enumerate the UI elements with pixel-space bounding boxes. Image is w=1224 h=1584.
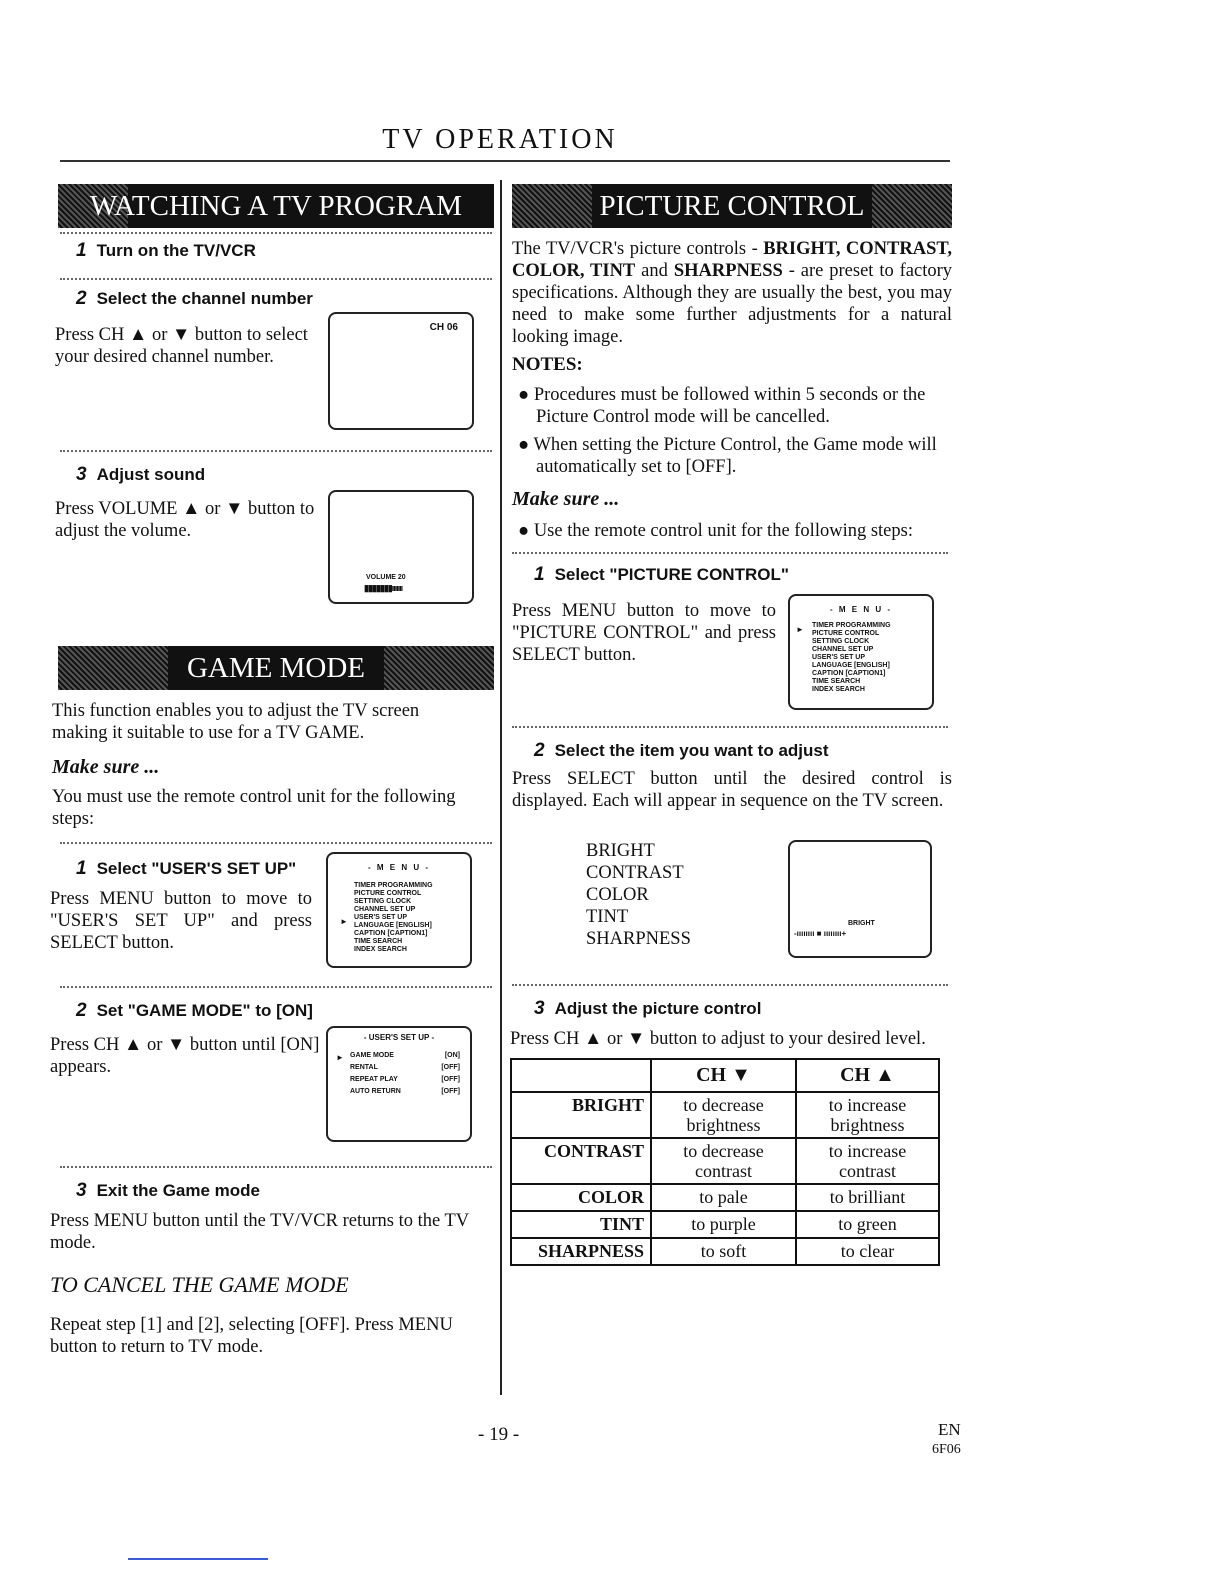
menu-item: INDEX SEARCH [812, 686, 865, 693]
row-label: TINT [511, 1211, 651, 1238]
note-1: ● Procedures must be followed within 5 seconds or the Picture Control mode will be cancelled. [518, 385, 926, 427]
page-title: TV OPERATION [382, 124, 618, 155]
volume-bar: ▮▮▮▮▮▮▮ııııııı [364, 583, 403, 593]
game-step-1: 1 Select "USER'S SET UP" [76, 858, 297, 879]
menu-cursor: ► [796, 625, 804, 634]
divider [60, 450, 492, 452]
users-row-value: [OFF] [441, 1064, 460, 1071]
users-row-value: [OFF] [441, 1088, 460, 1095]
game-intro: This function enables you to adjust the TV screen making it suitable to use for a TV GAME. [52, 701, 420, 743]
divider [60, 232, 492, 234]
table-header-ch-up: CH ▲ [796, 1059, 939, 1092]
game-step-3-text: Press MENU button until the TV/VCR returns to the TV mode. [50, 1211, 469, 1253]
table-row [511, 1211, 939, 1238]
menu-item: TIMER PROGRAMMING [812, 622, 891, 629]
tv-screen-volume [328, 490, 474, 604]
menu-item: USER'S SET UP [354, 914, 408, 921]
bright-label: BRIGHT [848, 920, 875, 927]
menu-item: TIME SEARCH [812, 678, 861, 685]
users-row-label: AUTO RETURN [350, 1088, 401, 1095]
menu-item: CHANNEL SET UP [812, 646, 874, 653]
menu-item: TIMER PROGRAMMING [354, 882, 433, 889]
picture-step-3-text: Press CH ▲ or ▼ button to adjust to your desired level. [510, 1029, 926, 1049]
row-label: SHARPNESS [511, 1238, 651, 1265]
table-header-blank [511, 1059, 651, 1092]
picture-items-list [586, 840, 691, 950]
language-code: EN [938, 1420, 961, 1439]
ch-up-cell: to clear [796, 1238, 939, 1265]
users-title: - USER'S SET UP - [363, 1033, 435, 1042]
table-header-ch-down: CH ▼ [651, 1059, 796, 1092]
ch-down-cell: to soft [651, 1238, 796, 1265]
picture-item: COLOR [586, 885, 649, 905]
picture-step-1: 1 Select "PICTURE CONTROL" [534, 564, 789, 585]
divider [512, 552, 948, 554]
users-cursor: ► [336, 1053, 344, 1062]
game-make-sure-text: You must use the remote control unit for the following steps: [52, 787, 456, 829]
channel-readout: CH 06 [429, 322, 458, 333]
page-number: - 19 - [478, 1424, 520, 1445]
divider [60, 278, 492, 280]
tv-screen-bright [788, 840, 932, 958]
cancel-text: Repeat step [1] and [2], selecting [OFF]. Press MENU button to return to TV mode. [50, 1315, 453, 1357]
picture-step-1-text: Press MENU button to move to "PICTURE CONTROL" and press SELECT button. [512, 601, 776, 665]
model-code: 6F06 [932, 1442, 961, 1457]
picture-control-banner: PICTURE CONTROL [512, 184, 952, 228]
blue-rule [128, 1558, 268, 1560]
menu-item: INDEX SEARCH [354, 946, 407, 953]
watching-step-3-text: Press VOLUME ▲ or ▼ button to adjust the volume. [55, 499, 315, 541]
picture-control-table [510, 1058, 940, 1266]
watching-step-2-text: Press CH ▲ or ▼ button to select your desired channel number. [55, 325, 308, 367]
picture-item: CONTRAST [586, 863, 684, 883]
row-label: BRIGHT [511, 1092, 651, 1138]
tv-screen-channel [328, 312, 474, 430]
divider [60, 986, 492, 988]
volume-label: VOLUME 20 [366, 574, 406, 581]
users-row-label: REPEAT PLAY [350, 1076, 398, 1083]
users-row-value: [OFF] [441, 1076, 460, 1083]
menu-item: TIME SEARCH [354, 938, 403, 945]
game-step-1-text: Press MENU button to move to "USER'S SET UP" and press SELECT button. [50, 889, 312, 953]
ch-up-cell: to green [796, 1211, 939, 1238]
users-list [350, 1052, 460, 1100]
ch-up-cell: to increase contrast [796, 1138, 939, 1184]
tv-screen-menu-game [326, 852, 472, 968]
menu-item: CHANNEL SET UP [354, 906, 416, 913]
users-row [350, 1076, 460, 1084]
note-2: ● When setting the Picture Control, the Game mode will automatically set to [OFF]. [518, 435, 937, 477]
menu-item: CAPTION [CAPTION1] [354, 930, 428, 937]
divider [60, 842, 492, 844]
title-rule [60, 160, 950, 162]
picture-step-2-text: Press SELECT button until the desired control is displayed. Each will appear in sequence on the TV screen. [512, 769, 952, 811]
menu-item: PICTURE CONTROL [354, 890, 422, 897]
row-label: COLOR [511, 1184, 651, 1211]
game-step-2: 2 Set "GAME MODE" to [ON] [76, 1000, 313, 1021]
picture-make-sure-bullet: ● Use the remote control unit for the following steps: [518, 521, 913, 541]
menu-cursor: ► [340, 917, 348, 926]
ch-up-cell: to brilliant [796, 1184, 939, 1211]
picture-intro: The TV/VCR's picture controls - BRIGHT, CONTRAST, COLOR, TINT and SHARPNESS - are preset to factory specifications. Although they are usually the best, you may need to make some further adjustments for a natural looking image. [512, 239, 952, 347]
menu-list [812, 622, 891, 694]
picture-item: TINT [586, 907, 629, 927]
table-row [511, 1238, 939, 1265]
column-divider [500, 180, 502, 1395]
picture-step-3: 3 Adjust the picture control [534, 998, 762, 1019]
menu-list [354, 882, 433, 954]
users-row-label: GAME MODE [350, 1052, 394, 1059]
users-row [350, 1052, 460, 1060]
menu-item: SETTING CLOCK [354, 898, 412, 905]
users-row-value: [ON] [444, 1052, 460, 1059]
game-make-sure: Make sure ... [52, 756, 160, 778]
game-mode-banner: GAME MODE [58, 646, 494, 690]
divider [60, 1166, 492, 1168]
cancel-heading: TO CANCEL THE GAME MODE [50, 1272, 349, 1297]
menu-title: - M E N U - [830, 605, 892, 614]
table-row [511, 1138, 939, 1184]
notes-heading: NOTES: [512, 354, 583, 375]
menu-item: SETTING CLOCK [812, 638, 870, 645]
divider [512, 984, 948, 986]
watching-banner: WATCHING A TV PROGRAM [58, 184, 494, 228]
watching-step-2: 2 Select the channel number [76, 288, 313, 309]
watching-step-1: 1 Turn on the TV/VCR [76, 240, 256, 261]
menu-title: - M E N U - [368, 863, 430, 872]
menu-item: LANGUAGE [ENGLISH] [812, 662, 890, 669]
menu-item: CAPTION [CAPTION1] [812, 670, 886, 677]
ch-up-cell: to increase brightness [796, 1092, 939, 1138]
row-label: CONTRAST [511, 1138, 651, 1184]
ch-down-cell: to decrease contrast [651, 1138, 796, 1184]
picture-make-sure: Make sure ... [512, 488, 620, 510]
ch-down-cell: to pale [651, 1184, 796, 1211]
ch-down-cell: to purple [651, 1211, 796, 1238]
bright-bar: -ıııııııı ■ ıııııııı+ [794, 929, 847, 938]
tv-screen-users-set-up [326, 1026, 472, 1142]
menu-item: LANGUAGE [ENGLISH] [354, 922, 432, 929]
ch-down-cell: to decrease brightness [651, 1092, 796, 1138]
divider [512, 726, 948, 728]
picture-step-2: 2 Select the item you want to adjust [534, 740, 829, 761]
watching-step-3: 3 Adjust sound [76, 464, 206, 485]
table-row [511, 1184, 939, 1211]
table-header-row [511, 1059, 939, 1092]
users-row-label: RENTAL [350, 1064, 378, 1071]
menu-item: PICTURE CONTROL [812, 630, 880, 637]
picture-item: BRIGHT [586, 841, 655, 861]
tv-screen-menu-picture [788, 594, 934, 710]
menu-item: USER'S SET UP [812, 654, 866, 661]
picture-item: SHARPNESS [586, 929, 691, 949]
game-step-2-text: Press CH ▲ or ▼ button until [ON] appears. [50, 1035, 320, 1077]
table-row [511, 1092, 939, 1138]
users-row [350, 1064, 460, 1072]
users-row [350, 1088, 460, 1096]
game-step-3: 3 Exit the Game mode [76, 1180, 261, 1201]
